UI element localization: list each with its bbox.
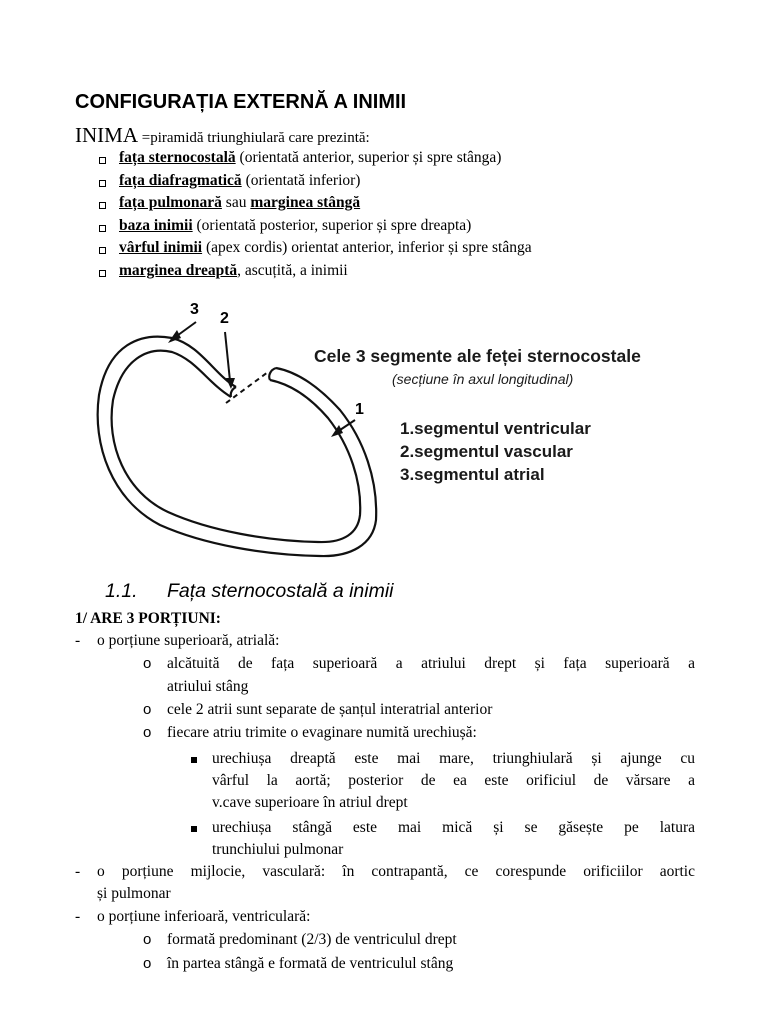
figure-title: Cele 3 segmente ale feței sternocostale (314, 346, 641, 366)
vascular-opening-dashed (226, 372, 268, 403)
circle-text: în partea stângă e formată de ventriculul stâng (167, 955, 454, 972)
term-desc: (orientată inferior) (241, 172, 361, 189)
circle-bullet-icon: o (143, 724, 152, 741)
continuation-line (0, 678, 768, 698)
term: marginea dreaptă (119, 262, 238, 279)
continuation-line (0, 772, 768, 792)
dash-item (0, 863, 768, 883)
square-text-continued: v.cave superioare în atriul drept (212, 794, 408, 811)
circle-text: alcătuită de fața superioară a atriului drept și fața superioară a (167, 655, 695, 672)
list-item (0, 194, 768, 214)
continuation-line (0, 885, 768, 905)
circle-text: fiecare atriu trimite o evaginare numită urechiușă: (167, 724, 477, 741)
square-bullet-icon (99, 157, 106, 164)
callout-3: 3 (190, 301, 199, 318)
filled-square-bullet-icon (191, 826, 197, 832)
term: fața diafragmatică (119, 172, 242, 189)
term: fața pulmonară (119, 194, 222, 211)
square-text: urechiușa dreaptă este mai mare, triunghiulară și ajunge cu (212, 750, 695, 767)
list-item (0, 217, 768, 237)
circle-item (0, 701, 768, 721)
figure-subtitle: (secțiune în axul longitudinal) (392, 371, 574, 387)
section-title: Fața sternocostală a inimii (167, 580, 394, 602)
continuation-line (0, 841, 768, 861)
section-heading (105, 580, 394, 603)
dash-marker: - (75, 632, 81, 649)
arrow-2-line (225, 332, 230, 381)
square-bullet-icon (99, 247, 106, 254)
term-desc: , ascuțită, a inimii (237, 262, 348, 279)
dash-text: o porțiune mijlocie, vasculară: în contrapantă, ce corespunde orificiilor aortic (97, 863, 695, 880)
term-desc: (orientată posterior, superior și spre dreapta) (192, 217, 472, 234)
dash-marker: - (75, 908, 81, 925)
filled-square-bullet-icon (191, 757, 197, 763)
segment-vascular: 2.segmentul vascular (400, 442, 573, 461)
term: vârful inimii (119, 239, 203, 256)
dash-marker: - (75, 863, 81, 880)
square-bullet-icon (99, 225, 106, 232)
subheading: 1/ ARE 3 PORȚIUNI: (75, 610, 221, 627)
term: fața sternocostală (119, 149, 236, 166)
circle-text: formată predominant (2/3) de ventriculul drept (167, 931, 457, 948)
circle-bullet-icon: o (143, 955, 152, 972)
callout-2: 2 (220, 310, 229, 327)
circle-item (0, 931, 768, 951)
circle-bullet-icon: o (143, 701, 152, 718)
term: marginea stângă (250, 194, 361, 211)
term-desc: (orientată anterior, superior și spre stânga) (235, 149, 502, 166)
dash-text-continued: și pulmonar (97, 885, 171, 902)
continuation-line (0, 794, 768, 814)
heart-section-diagram (0, 290, 420, 580)
heart-outer-contour (98, 337, 377, 556)
segment-atrial: 3.segmentul atrial (400, 465, 545, 484)
square-bullet-icon (99, 270, 106, 277)
circle-item (0, 955, 768, 975)
intro-line (75, 123, 370, 148)
circle-item (0, 655, 768, 675)
list-item (0, 262, 768, 282)
square-text: urechiușa stângă este mai mică și se găsește pe latura (212, 819, 695, 836)
arrow-1-head (331, 425, 343, 437)
square-item (0, 750, 768, 770)
wall-cap (269, 368, 276, 380)
dash-item (0, 632, 768, 652)
list-item (0, 239, 768, 259)
circle-text: cele 2 atrii sunt separate de șanțul interatrial anterior (167, 701, 493, 718)
dash-item (0, 908, 768, 928)
circle-bullet-icon: o (143, 655, 152, 672)
circle-text-continued: atriului stâng (167, 678, 249, 695)
dash-text: o porțiune inferioară, ventriculară: (97, 908, 311, 925)
segment-ventricular: 1.segmentul ventricular (400, 419, 591, 438)
intro-word: INIMA (75, 123, 138, 147)
square-bullet-icon (99, 202, 106, 209)
dash-text: o porțiune superioară, atrială: (97, 632, 280, 649)
circle-item (0, 724, 768, 744)
square-item (0, 819, 768, 839)
circle-bullet-icon: o (143, 931, 152, 948)
list-item (0, 172, 768, 192)
term-connector: sau (221, 194, 251, 211)
square-bullet-icon (99, 180, 106, 187)
term: baza inimii (119, 217, 193, 234)
list-item (0, 149, 768, 169)
square-text-continued: vârful la aortă; posterior de ea este orificiul de vărsare a (212, 772, 695, 789)
heart-inner-contour (112, 351, 361, 542)
section-number: 1.1. (105, 580, 138, 602)
callout-1: 1 (355, 401, 364, 418)
intro-text: =piramidă triunghiulară care prezintă: (138, 130, 370, 146)
term-desc: (apex cordis) orientat anterior, inferior și spre stânga (202, 239, 532, 256)
page-title: CONFIGURAȚIA EXTERNĂ A INIMII (75, 91, 407, 113)
square-text-continued: trunchiului pulmonar (212, 841, 344, 858)
